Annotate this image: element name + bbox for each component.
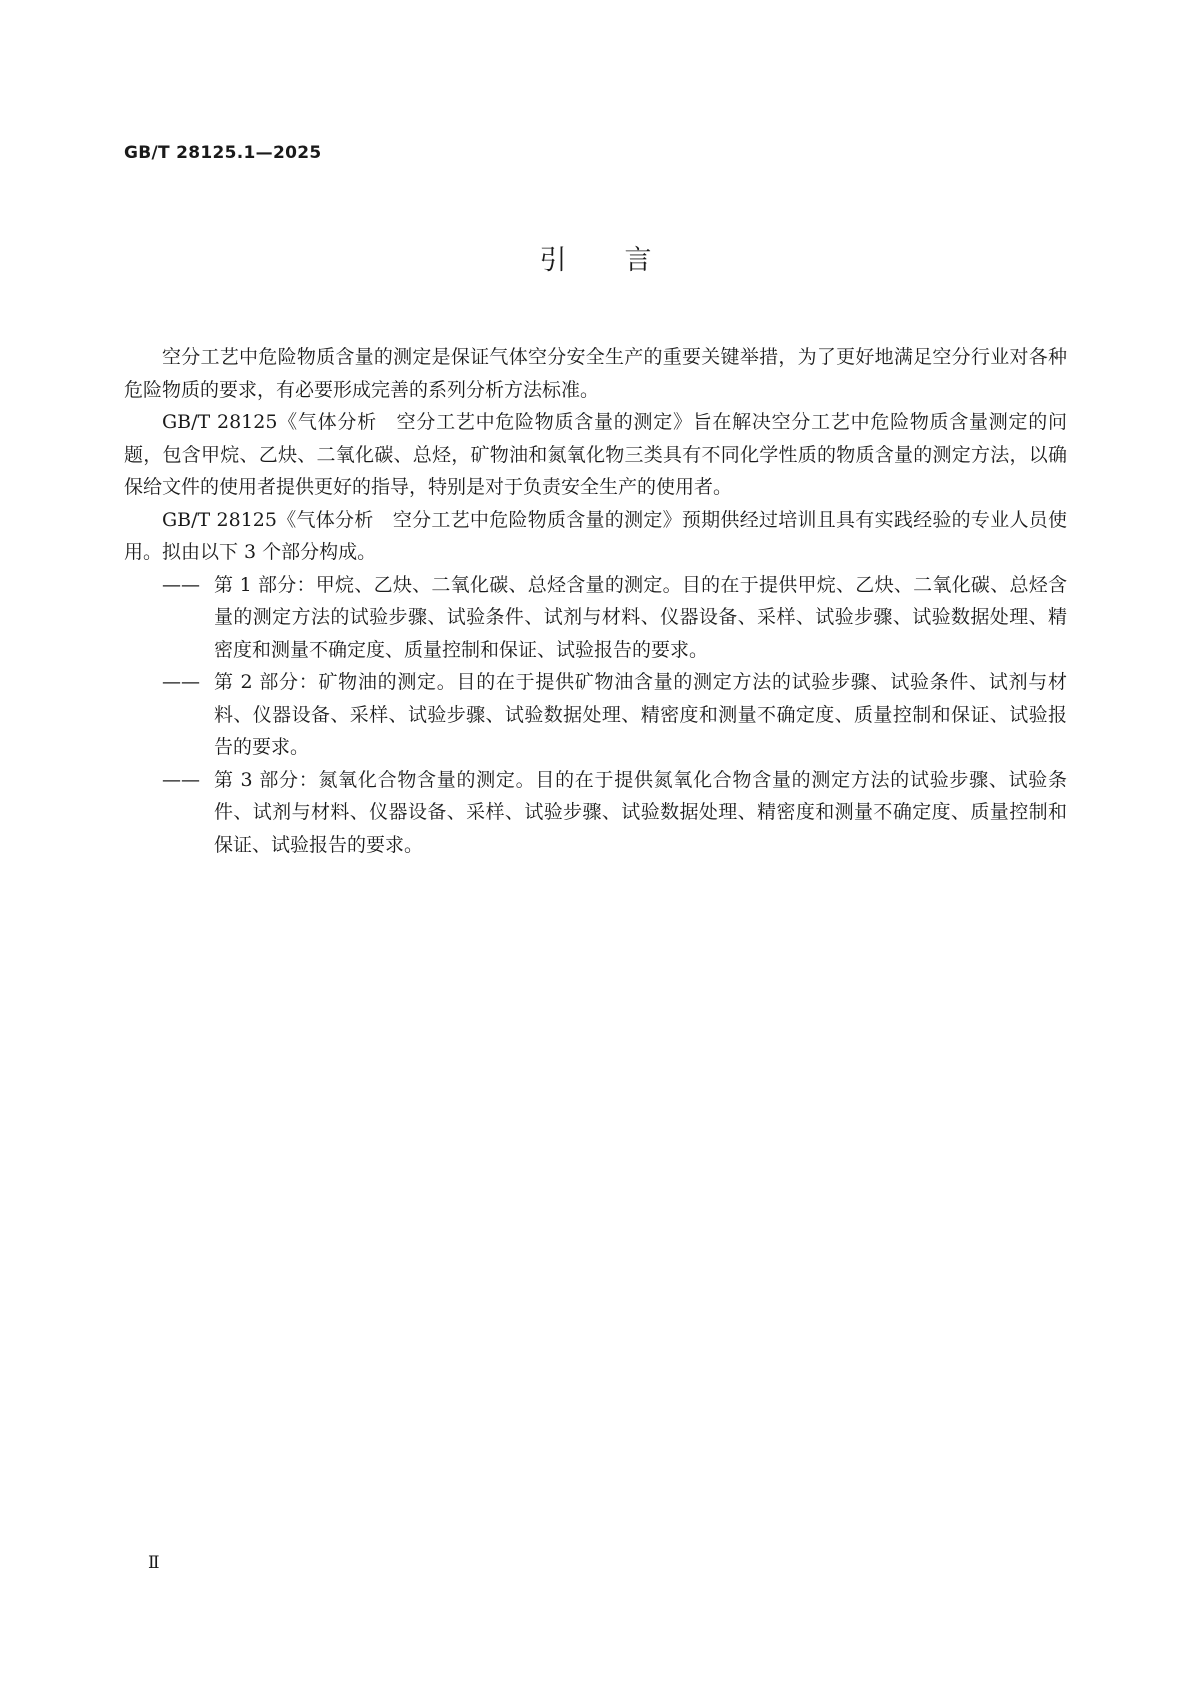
intro-paragraph-2: GB/T 28125《气体分析 空分工艺中危险物质含量的测定》旨在解决空分工艺中危险物质含量测定的问题，包含甲烷、乙炔、二氧化碳、总烃，矿物油和氮氧化物三类具有不同化学性质的物质含量的测定方法，以确保给文件的使用者提供更好的指导，特别是对于负责安全生产的使用者。 (124, 411, 1067, 498)
introduction-body (124, 341, 1067, 861)
intro-paragraph-1: 空分工艺中危险物质含量的测定是保证气体空分安全生产的重要关键举措，为了更好地满足空分行业对各种危险物质的要求，有必要形成完善的系列分析方法标准。 (124, 346, 1067, 401)
title-char-1: 引 (539, 245, 567, 276)
list-dash: —— (162, 573, 200, 596)
title-char-2: 言 (624, 245, 652, 276)
page-number: Ⅱ (148, 1553, 160, 1573)
list-item-text: 第 2 部分：矿物油的测定。目的在于提供矿物油含量的测定方法的试验步骤、试验条件、试剂与材料、仪器设备、采样、试验步骤、试验数据处理、精密度和测量不确定度、质量控制和保证、试验报告的要求。 (214, 671, 1067, 758)
list-item-part-3 (124, 764, 1067, 862)
list-item-part-2 (124, 666, 1067, 764)
intro-paragraph-3: GB/T 28125《气体分析 空分工艺中危险物质含量的测定》预期供经过培训且具有实践经验的专业人员使用。拟由以下 3 个部分构成。 (124, 508, 1067, 563)
page-title (0, 246, 1191, 276)
list-item-part-1 (124, 569, 1067, 667)
list-item-text: 第 1 部分：甲烷、乙炔、二氧化碳、总烃含量的测定。目的在于提供甲烷、乙炔、二氧化碳、总烃含量的测定方法的试验步骤、试验条件、试剂与材料、仪器设备、采样、试验步骤、试验数据处理、精密度和测量不确定度、质量控制和保证、试验报告的要求。 (214, 573, 1067, 661)
list-item-text: 第 3 部分：氮氧化合物含量的测定。目的在于提供氮氧化合物含量的测定方法的试验步骤、试验条件、试剂与材料、仪器设备、采样、试验步骤、试验数据处理、精密度和测量不确定度、质量控制和保证、试验报告的要求。 (214, 768, 1067, 856)
list-dash: —— (162, 671, 200, 693)
list-dash: —— (162, 768, 200, 791)
standard-code-header: GB/T 28125.1—2025 (124, 143, 322, 163)
